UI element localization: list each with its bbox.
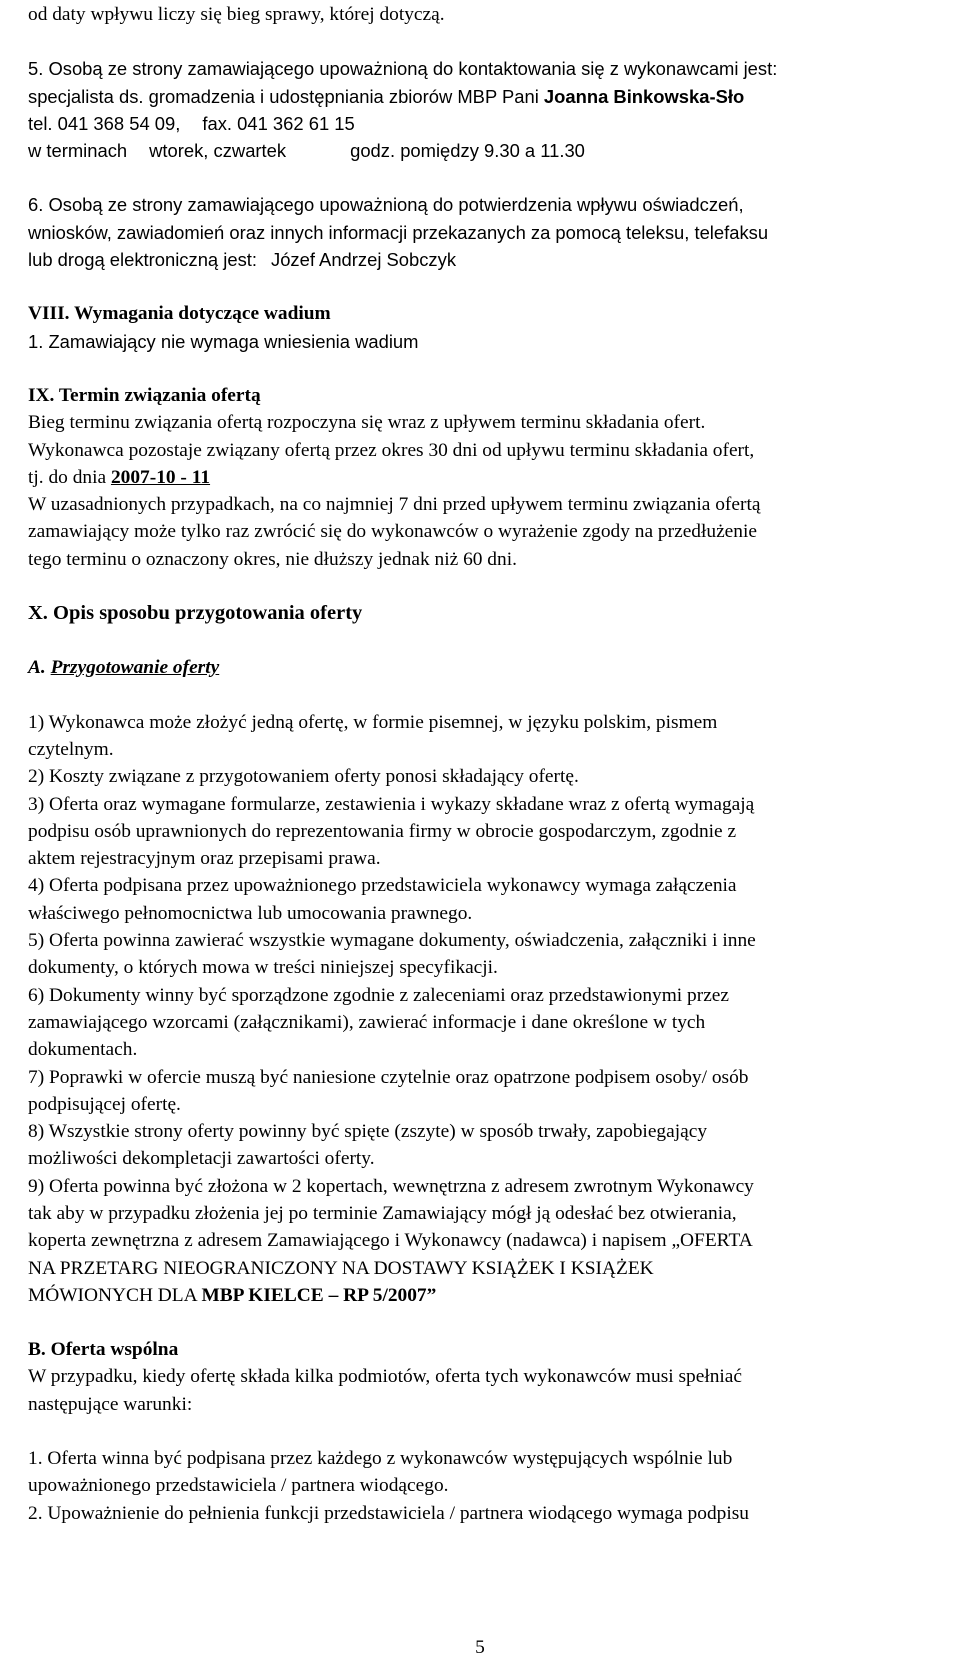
- contact-person-name: Joanna Binkowska-Sło: [543, 85, 745, 107]
- list-line: 3) Oferta oraz wymagane formularze, zestawienia i wykazy składane wraz z ofertą wymagają: [28, 793, 755, 815]
- section-5-line-1: 5. Osobą ze strony zamawiającego upoważnioną do kontaktowania się z wykonawcami jest:: [28, 58, 778, 80]
- list-line: 4) Oferta podpisana przez upoważnionego przedstawiciela wykonawcy wymaga załączenia: [28, 875, 737, 897]
- page-number: 5: [475, 1637, 485, 1658]
- list-line: dokumenty, o których mowa w treści niniejszej specyfikacji.: [28, 957, 498, 979]
- list-line: 2) Koszty związane z przygotowaniem oferty ponosi składający ofertę.: [28, 766, 579, 788]
- list-line: czytelnym.: [28, 738, 114, 760]
- list-line: aktem rejestracyjnym oraz przepisami prawa.: [28, 848, 381, 870]
- list-line: 8) Wszystkie strony oferty powinny być spięte (zszyte) w sposób trwały, zapobiegający: [28, 1121, 708, 1143]
- joint-offer-line-3: 1. Oferta winna być podpisana przez każdego z wykonawców występujących wspólnie lub: [28, 1448, 733, 1470]
- section-5-line-3: tel. 041 368 54 09, fax. 041 362 61 15: [28, 112, 355, 134]
- section-ix-heading: IX. Termin związania ofertą: [28, 384, 261, 406]
- list-line: właściwego pełnomocnictwa lub umocowania prawnego.: [28, 902, 473, 924]
- section-ix-line-5: zamawiający może tylko raz zwrócić się do wykonawców o wyrażenie zgody na przedłużenie: [28, 521, 757, 543]
- section-6-line-3: lub drogą elektroniczną jest: Józef Andrzej Sobczyk: [28, 249, 457, 271]
- section-x-heading: X. Opis sposobu przygotowania oferty: [28, 602, 363, 625]
- offer-preparation-list: [28, 709, 948, 1310]
- joint-offer-line-1: W przypadku, kiedy ofertę składa kilka podmiotów, oferta tych wykonawców musi spełniać: [28, 1366, 743, 1388]
- list-line: MÓWIONYCH DLA MBP KIELCE – RP 5/2007”: [28, 1284, 437, 1306]
- document-page: [28, 0, 948, 1527]
- list-line: podpisu osób uprawnionych do reprezentowania firmy w obrocie gospodarczym, zgodnie z: [28, 820, 737, 842]
- list-line: tak aby w przypadku złożenia jej po terminie Zamawiający mógł ją odesłać bez otwierania,: [28, 1202, 737, 1224]
- list-line: 1) Wykonawca może złożyć jedną ofertę, w formie pisemnej, w języku polskim, pismem: [28, 711, 718, 733]
- joint-offer-line-5: 2. Upoważnienie do pełnienia funkcji przedstawiciela / partnera wiodącego wymaga podpisu: [28, 1502, 749, 1524]
- section-ix-line-2: Wykonawca pozostaje związany ofertą przez okres 30 dni od upływu terminu składania ofert,: [28, 439, 755, 461]
- section-x-subheading-a: A. Przygotowanie oferty: [28, 657, 220, 679]
- section-5-line-2: specjalista ds. gromadzenia i udostępniania zbiorów MBP Pani Joanna Binkowska-Sło: [28, 85, 745, 107]
- section-ix-line-3: tj. do dnia 2007-10 - 11: [28, 466, 211, 488]
- joint-offer-line-4: upoważnionego przedstawiciela / partnera wiodącego.: [28, 1475, 449, 1497]
- section-ix-line-4: W uzasadnionych przypadkach, na co najmniej 7 dni przed upływem terminu związania ofertą: [28, 494, 761, 516]
- section-6-line-1: 6. Osobą ze strony zamawiającego upoważnioną do potwierdzenia wpływu oświadczeń,: [28, 194, 744, 216]
- section-viii-line-1: 1. Zamawiający nie wymaga wniesienia wadium: [28, 330, 419, 352]
- list-line: 7) Poprawki w ofercie muszą być naniesione czytelnie oraz opatrzone podpisem osoby/ osób: [28, 1066, 749, 1088]
- list-line: 6) Dokumenty winny być sporządzone zgodnie z zaleceniami oraz przedstawionymi przez: [28, 984, 730, 1006]
- list-line: koperta zewnętrzna z adresem Zamawiającego i Wykonawcy (nadawca) i napisem „OFERTA: [28, 1230, 753, 1252]
- list-line: podpisującej ofertę.: [28, 1093, 181, 1115]
- section-6-line-2: wniosków, zawiadomień oraz innych informacji przekazanych za pomocą teleksu, telefaksu: [28, 221, 769, 243]
- section-ix-line-1: Bieg terminu związania ofertą rozpoczyna się wraz z upływem terminu składania ofert.: [28, 412, 706, 434]
- section-5-line-4: w terminach wtorek, czwartek godz. pomiędzy 9.30 a 11.30: [28, 140, 585, 162]
- section-viii-heading: VIII. Wymagania dotyczące wadium: [28, 303, 331, 325]
- list-line: dokumentach.: [28, 1039, 138, 1061]
- binding-date: 2007-10 - 11: [110, 466, 211, 488]
- section-x-subheading-b: B. Oferta wspólna: [28, 1339, 179, 1361]
- list-line: zamawiającego wzorcami (załącznikami), zawierać informacje i dane określone w tych: [28, 1011, 706, 1033]
- list-line: 5) Oferta powinna zawierać wszystkie wymagane dokumenty, oświadczenia, załączniki i inne: [28, 930, 756, 952]
- list-line: 9) Oferta powinna być złożona w 2 kopertach, wewnętrzna z adresem zwrotnym Wykonawcy: [28, 1175, 754, 1197]
- top-line: od daty wpływu liczy się bieg sprawy, której dotyczą.: [28, 4, 445, 25]
- list-line: możliwości dekompletacji zawartości oferty.: [28, 1148, 375, 1170]
- section-ix-line-6: tego terminu o oznaczony okres, nie dłuższy jednak niż 60 dni.: [28, 548, 517, 570]
- joint-offer-line-2: następujące warunki:: [28, 1393, 193, 1415]
- envelope-label-bold: MBP KIELCE – RP 5/2007”: [201, 1284, 437, 1306]
- list-line: NA PRZETARG NIEOGRANICZONY NA DOSTAWY KSIĄŻEK I KSIĄŻEK: [28, 1257, 654, 1279]
